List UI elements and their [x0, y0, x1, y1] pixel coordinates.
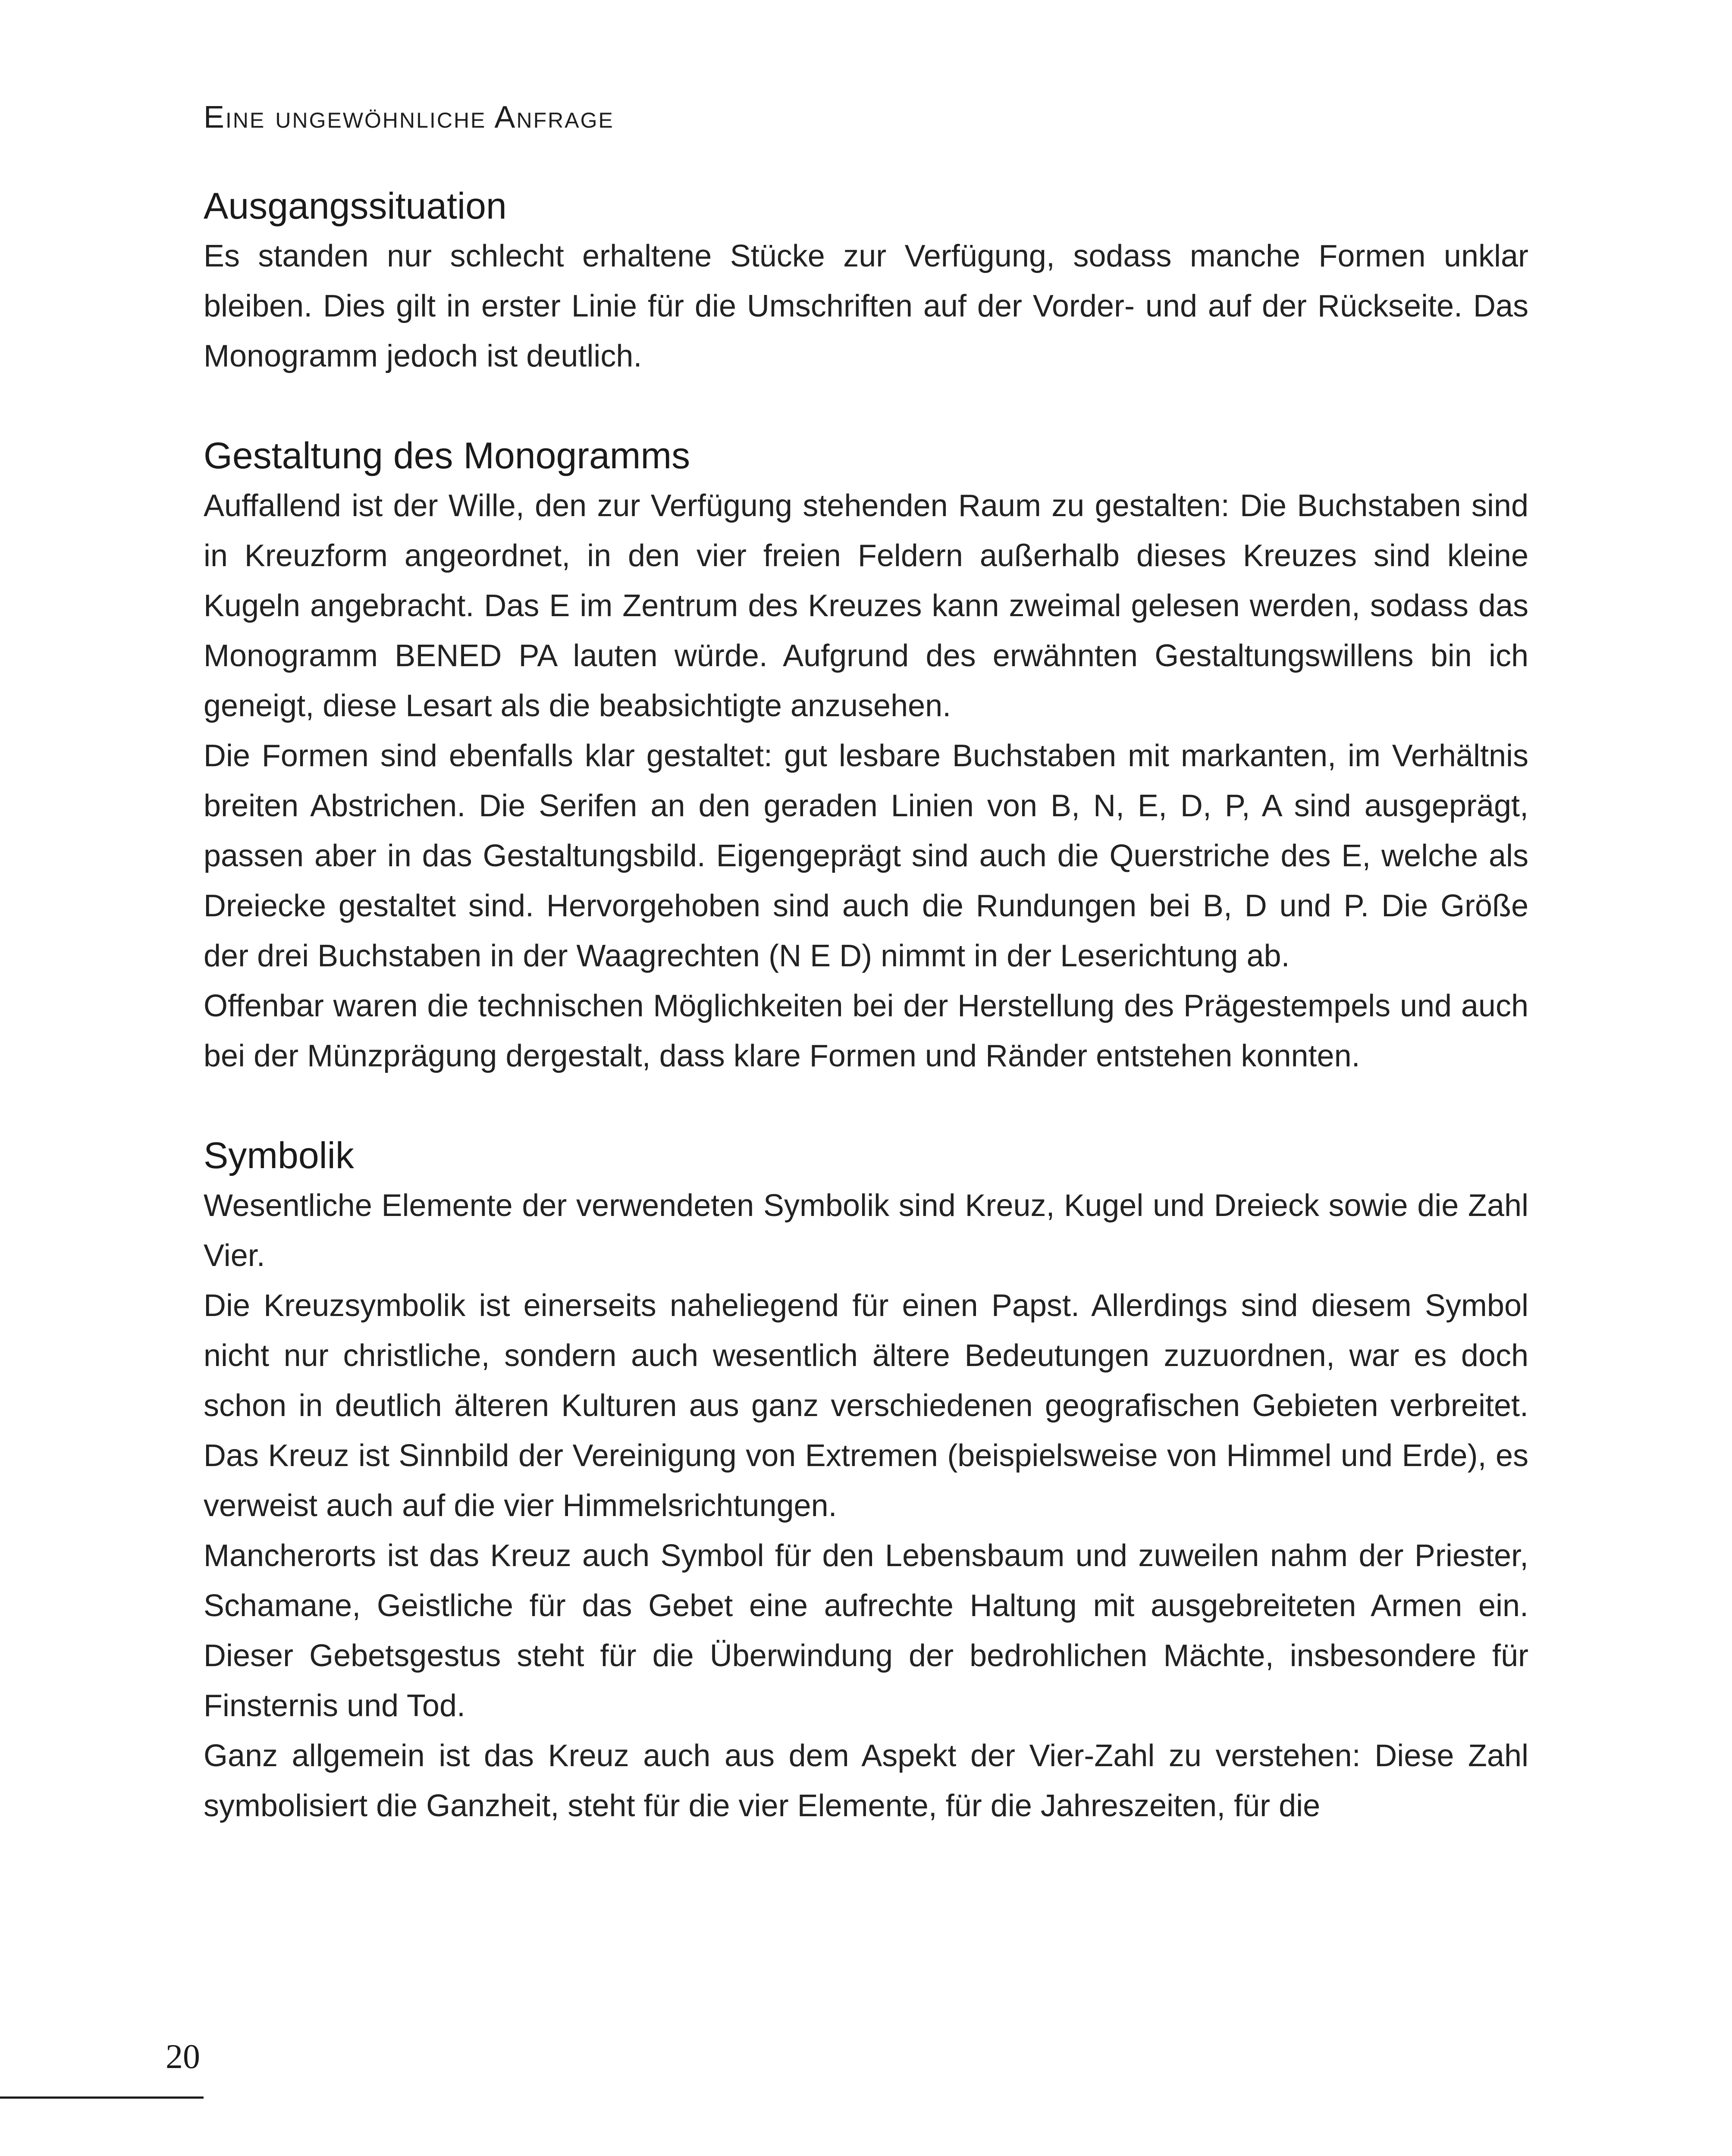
section-ausgangssituation [204, 181, 1528, 381]
paragraph: Die Formen sind ebenfalls klar gestaltet: gut lesbare Buchstaben mit markanten, im Verhältnis breiten Abstrichen. Die Serifen an den geraden Linien von B, N, E, D, P, A sind ausgeprägt, passen aber in das Gestaltungsbild. Eigengeprägt sind auch die Querstriche des E, welche als Dreiecke gestaltet sind. Hervorgehoben sind auch die Rundungen bei B, D und P. Die Größe der drei Buchstaben in der Waagrechten (N E D) nimmt in der Leserichtung ab. [204, 739, 1528, 973]
paragraph: Die Kreuzsymbolik ist einerseits naheliegend für einen Papst. Allerdings sind diesem Symbol nicht nur christliche, sondern auch wesentlich ältere Bedeutungen zuzuordnen, war es doch schon in deutlich älteren Kulturen aus ganz verschiedenen geografischen Gebieten verbreitet. Das Kreuz ist Sinnbild der Vereinigung von Extremen (beispielsweise von Himmel und Erde), es verweist auch auf die vier Himmelsrichtungen. [204, 1288, 1528, 1523]
paragraph: Auffallend ist der Wille, den zur Verfügung stehenden Raum zu gestalten: Die Buchstaben sind in Kreuzform angeordnet, in den vier freien Feldern außerhalb dieses Kreuzes sind kleine Kugeln angebracht. Das E im Zentrum des Kreuzes kann zweimal gelesen werden, sodass das Monogramm BENED PA lauten würde. Aufgrund des erwähnten Gestaltungswillens bin ich geneigt, diese Lesart als die beabsichtigte anzusehen. [204, 489, 1528, 723]
section-gestaltung [204, 431, 1528, 1081]
footer-rule [0, 2096, 204, 2099]
paragraph: Offenbar waren die technischen Möglichkeiten bei der Herstellung des Prägestempels und auch bei der Münzprägung dergestalt, dass klare Formen und Ränder entstehen konnten. [204, 989, 1528, 1073]
main-text [204, 181, 1528, 1880]
section-heading: Ausgangssituation [204, 185, 507, 227]
section-heading: Gestaltung des Monogramms [204, 435, 690, 476]
page-number: 20 [166, 2038, 200, 2076]
section-symbolik [204, 1131, 1528, 1831]
section-heading: Symbolik [204, 1135, 354, 1176]
paragraph: Es standen nur schlecht erhaltene Stücke zur Verfügung, sodass manche Formen unklar bleiben. Dies gilt in erster Linie für die Umschriften auf der Vorder- und auf der Rückseite. Das Monogramm jedoch ist deutlich. [204, 239, 1528, 373]
paragraph: Wesentliche Elemente der verwendeten Symbolik sind Kreuz, Kugel und Dreieck sowie die Zahl Vier. [204, 1188, 1528, 1273]
running-head: Eine ungewöhnliche Anfrage [204, 100, 614, 135]
paragraph: Mancherorts ist das Kreuz auch Symbol für den Lebensbaum und zuweilen nahm der Priester, Schamane, Geistliche für das Gebet eine aufrechte Haltung mit ausgebreiteten Armen ein. Dieser Gebetsgestus steht für die Überwindung der bedrohlichen Mächte, insbesondere für Finsternis und Tod. [204, 1539, 1528, 1723]
paragraph: Ganz allgemein ist das Kreuz auch aus dem Aspekt der Vier-Zahl zu verstehen: Diese Zahl symbolisiert die Ganzheit, steht für die vier Elemente, für die Jahreszeiten, für die [204, 1739, 1528, 1823]
